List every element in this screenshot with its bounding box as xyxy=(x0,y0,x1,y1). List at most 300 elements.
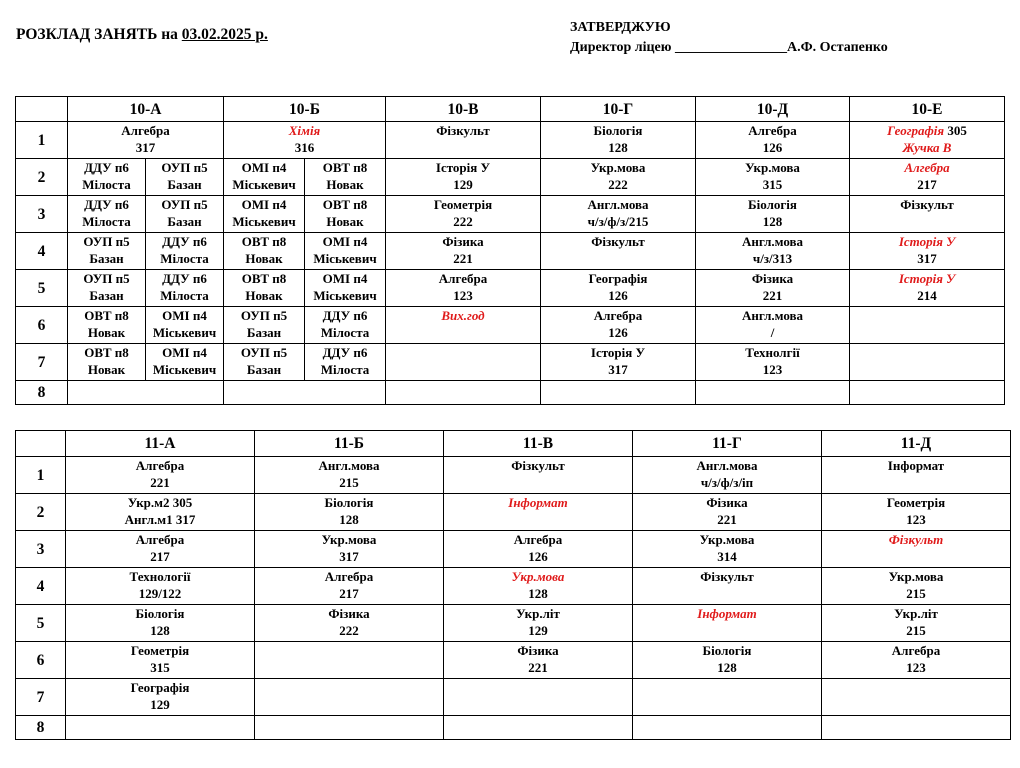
lesson-subject-text: Історія У xyxy=(590,345,646,360)
subgroup-cell xyxy=(224,233,305,269)
lesson-cell xyxy=(255,679,444,716)
lesson-detail: 215 xyxy=(906,623,926,638)
subgroup-cell xyxy=(146,196,223,232)
lesson-number: 5 xyxy=(16,605,66,642)
lesson-subject-text: ОУП п5 xyxy=(83,271,130,286)
lesson-subject xyxy=(822,605,1010,622)
lesson-number: 6 xyxy=(16,307,68,344)
lesson-cell xyxy=(696,307,850,344)
lesson-detail: 221 xyxy=(453,251,473,266)
lesson-subject-text: Географія xyxy=(588,271,648,286)
lesson-detail: 123 xyxy=(906,512,926,527)
lesson-cell xyxy=(444,531,633,568)
lesson-number: 5 xyxy=(16,270,68,307)
lesson-subject-text: Алгебра xyxy=(748,123,797,138)
lesson-row xyxy=(16,270,1005,307)
lesson-detail: Мілоста xyxy=(82,177,131,192)
lesson-detail: 123 xyxy=(906,660,926,675)
lesson-subject-text: Фізкульт xyxy=(511,458,565,473)
lesson-cell xyxy=(822,716,1011,740)
lesson-subject xyxy=(68,122,223,139)
lesson-subject xyxy=(66,679,254,696)
lesson-detail: ч/з/ф/з/215 xyxy=(587,214,649,229)
lesson-cell xyxy=(386,233,541,270)
lesson-cell xyxy=(696,233,850,270)
lesson-subject-text: Укр.мова xyxy=(321,532,377,547)
lesson-cell xyxy=(66,679,255,716)
lesson-detail: Мілоста xyxy=(160,288,209,303)
lesson-detail: Мілоста xyxy=(160,251,209,266)
subgroup-split xyxy=(224,159,385,195)
lesson-row xyxy=(16,233,1005,270)
lesson-subject xyxy=(822,568,1010,585)
lesson-subject xyxy=(224,233,304,250)
lesson-cell xyxy=(541,270,696,307)
lesson-subject xyxy=(305,233,385,250)
lesson-detail: Міськевич xyxy=(152,362,217,377)
lesson-subject-text: ОМІ п4 xyxy=(322,271,368,286)
lesson-subject-text: Інформат xyxy=(887,458,945,473)
lesson-subject xyxy=(66,568,254,585)
lesson-subject xyxy=(386,307,540,324)
lesson-subject-text: Історія У xyxy=(898,271,956,286)
lesson-subject xyxy=(633,531,821,548)
lesson-subject xyxy=(68,196,145,213)
subgroup-cell xyxy=(146,344,223,380)
lesson-cell xyxy=(68,196,224,233)
lesson-number: 6 xyxy=(16,642,66,679)
lesson-cell xyxy=(386,344,541,381)
lesson-subject-text: Географія xyxy=(130,680,190,695)
lesson-subject xyxy=(850,196,1004,213)
lesson-cell xyxy=(633,642,822,679)
lesson-cell xyxy=(541,159,696,196)
lesson-subject xyxy=(541,159,695,176)
lesson-subject xyxy=(850,122,1004,139)
lesson-detail: Базан xyxy=(89,288,124,303)
lesson-subject xyxy=(696,233,849,250)
lesson-subject xyxy=(255,605,443,622)
lesson-subject xyxy=(66,457,254,474)
lesson-subject xyxy=(224,196,304,213)
subgroup-split xyxy=(224,270,385,306)
lesson-subject-text: Геометрія xyxy=(886,495,946,510)
lesson-subject-text: Біологія xyxy=(748,197,797,212)
lesson-number: 2 xyxy=(16,159,68,196)
lesson-subject-text: ОМІ п4 xyxy=(162,308,207,323)
lesson-subject-text: Алгебра xyxy=(324,569,374,584)
schedule-title xyxy=(16,26,268,44)
lesson-detail: 317 xyxy=(608,362,628,377)
lesson-subject xyxy=(68,233,145,250)
lesson-subject-text: Фізика xyxy=(751,271,794,286)
lesson-subject-text: ОВТ п8 xyxy=(241,271,287,286)
subgroup-cell xyxy=(146,270,223,306)
schedule-table-grade-10 xyxy=(15,96,1005,405)
lesson-subject-text: Англ.мова xyxy=(318,458,380,473)
lesson-detail: Англ.м1 317 xyxy=(124,512,196,527)
lesson-subject xyxy=(66,494,254,511)
lesson-row xyxy=(16,344,1005,381)
lesson-cell xyxy=(68,122,224,159)
lesson-detail: 222 xyxy=(339,623,359,638)
lesson-subject-text: ОВТ п8 xyxy=(241,234,287,249)
lesson-cell xyxy=(224,233,386,270)
lesson-subject xyxy=(66,605,254,622)
lesson-detail: Мілоста xyxy=(320,362,370,377)
lesson-number: 7 xyxy=(16,344,68,381)
lesson-subject xyxy=(822,531,1010,548)
lesson-detail: 129 xyxy=(453,177,473,192)
lesson-subject xyxy=(224,270,304,287)
lesson-detail: 315 xyxy=(150,660,170,675)
lesson-subject xyxy=(633,494,821,511)
lesson-cell xyxy=(444,568,633,605)
lesson-subject-text: Англ.мова xyxy=(587,197,649,212)
lesson-subject-text: ОУП п5 xyxy=(240,345,288,360)
lesson-cell xyxy=(386,122,541,159)
lesson-detail: Базан xyxy=(246,362,282,377)
lesson-subject-text: ОУП п5 xyxy=(161,160,208,175)
lesson-subject-text: Технології xyxy=(129,569,191,584)
lesson-subject-text: Англ.мова xyxy=(696,458,758,473)
lesson-detail: Жучка В xyxy=(902,140,952,155)
lesson-subject xyxy=(633,568,821,585)
lesson-subject-text: ОУП п5 xyxy=(83,234,130,249)
lesson-subject xyxy=(146,307,223,324)
lesson-detail: 123 xyxy=(762,362,783,377)
lesson-cell xyxy=(633,457,822,494)
grade10-class-header: 10-Е xyxy=(850,97,1005,122)
lesson-cell xyxy=(68,159,224,196)
lesson-subject-text: ОМІ п4 xyxy=(162,345,207,360)
lesson-cell xyxy=(255,642,444,679)
title-prefix: РОЗКЛАД ЗАНЯТЬ на xyxy=(16,26,182,43)
lesson-subject xyxy=(696,344,849,361)
subgroup-cell xyxy=(68,196,146,232)
subgroup-cell xyxy=(68,307,146,343)
lesson-subject-text: Укр.мова xyxy=(888,569,944,584)
lesson-row xyxy=(16,531,1011,568)
grade11-class-header: 11-В xyxy=(444,431,633,457)
lesson-detail: Новак xyxy=(245,251,283,266)
lesson-detail: Базан xyxy=(167,177,202,192)
lesson-row xyxy=(16,159,1005,196)
lesson-cell xyxy=(822,642,1011,679)
lesson-subject xyxy=(444,642,632,659)
lesson-subject xyxy=(696,270,849,287)
lesson-cell xyxy=(633,531,822,568)
lesson-number: 8 xyxy=(16,381,68,405)
lesson-cell xyxy=(386,196,541,233)
lesson-subject-text: Укр.мова xyxy=(699,532,755,547)
lesson-cell xyxy=(68,344,224,381)
lesson-subject-text: Технолгії xyxy=(745,345,800,360)
lesson-detail: Базан xyxy=(167,214,202,229)
lesson-cell xyxy=(444,679,633,716)
lesson-cell xyxy=(850,159,1005,196)
lesson-subject-text: Фізика xyxy=(328,606,370,621)
lesson-subject xyxy=(541,344,695,361)
lesson-cell xyxy=(633,494,822,531)
lesson-detail: 126 xyxy=(762,140,783,155)
lesson-detail: 126 xyxy=(608,325,628,340)
lesson-subject-text: Алгебра xyxy=(135,532,185,547)
lesson-detail: 129/122 xyxy=(138,586,182,601)
lesson-detail: 222 xyxy=(453,214,473,229)
lesson-detail: Новак xyxy=(87,325,126,340)
lesson-subject xyxy=(305,270,385,287)
lesson-detail: 221 xyxy=(762,288,783,303)
lesson-detail: 215 xyxy=(906,586,926,601)
grade11-class-header: 11-Д xyxy=(822,431,1011,457)
subgroup-cell xyxy=(146,233,223,269)
header-row xyxy=(16,431,1011,457)
subgroup-split xyxy=(68,233,223,269)
lesson-detail: 217 xyxy=(917,177,937,192)
lesson-subject xyxy=(444,605,632,622)
lesson-cell xyxy=(68,381,224,405)
lesson-cell xyxy=(850,122,1005,159)
approval-signature-line: Директор ліцею ________________А.Ф. Остапенко xyxy=(570,40,888,55)
lesson-cell xyxy=(224,344,386,381)
lesson-detail: 221 xyxy=(150,475,170,490)
lesson-cell xyxy=(444,716,633,740)
grade10-class-header: 10-Г xyxy=(541,97,696,122)
lesson-subject xyxy=(850,270,1004,287)
lesson-cell xyxy=(224,159,386,196)
lesson-subject xyxy=(305,344,385,361)
lesson-row xyxy=(16,381,1005,405)
lesson-subject xyxy=(68,307,145,324)
lesson-subject-text: Фізкульт xyxy=(591,234,645,249)
lesson-subject-text: Фізика xyxy=(706,495,748,510)
lesson-subject xyxy=(224,307,304,324)
lesson-subject xyxy=(444,531,632,548)
lesson-cell xyxy=(541,344,696,381)
lesson-subject-text: Укр.літ xyxy=(894,606,938,621)
lesson-subject xyxy=(146,159,223,176)
lesson-subject xyxy=(444,494,632,511)
lesson-number: 1 xyxy=(16,122,68,159)
lesson-detail: Міськевич xyxy=(152,325,217,340)
subgroup-cell xyxy=(305,344,385,380)
lesson-detail: Міськевич xyxy=(232,177,296,192)
subgroup-split xyxy=(68,307,223,343)
lesson-subject-text: Укр.мова xyxy=(745,160,800,175)
lesson-detail: 314 xyxy=(717,549,737,564)
lesson-subject xyxy=(224,122,385,139)
approval-heading: ЗАТВЕРДЖУЮ xyxy=(570,20,671,35)
lesson-detail: 128 xyxy=(608,140,628,155)
lesson-detail: 217 xyxy=(339,586,359,601)
lesson-detail: 315 xyxy=(762,177,783,192)
lesson-cell xyxy=(850,307,1005,344)
lesson-cell xyxy=(822,679,1011,716)
lesson-row xyxy=(16,605,1011,642)
lesson-detail: 317 xyxy=(917,251,937,266)
lesson-row xyxy=(16,679,1011,716)
lesson-cell xyxy=(541,196,696,233)
lesson-detail: 126 xyxy=(608,288,628,303)
lesson-cell xyxy=(255,494,444,531)
schedule-table-grade-11 xyxy=(15,430,1011,740)
lesson-detail: 214 xyxy=(917,288,937,303)
lesson-subject-text: Історія У xyxy=(435,160,491,175)
lesson-subject-text: Укр.мова xyxy=(590,160,646,175)
lesson-cell xyxy=(255,457,444,494)
lesson-subject-text: ОВТ п8 xyxy=(322,160,368,175)
lesson-row xyxy=(16,568,1011,605)
lesson-subject xyxy=(305,307,385,324)
lesson-subject-text: Географія xyxy=(887,123,945,138)
lesson-subject xyxy=(66,531,254,548)
lesson-cell xyxy=(850,270,1005,307)
lesson-cell xyxy=(444,642,633,679)
lesson-number: 4 xyxy=(16,233,68,270)
lesson-subject-text: Алгебра xyxy=(904,160,950,175)
lesson-subject xyxy=(850,233,1004,250)
lesson-subject-text: Історія У xyxy=(898,234,956,249)
lesson-detail: Базан xyxy=(89,251,124,266)
lesson-number: 7 xyxy=(16,679,66,716)
lesson-subject xyxy=(633,457,821,474)
lesson-subject-text: Алгебра xyxy=(593,308,643,323)
lesson-subject-text: Укр.м2 305 xyxy=(127,495,193,510)
lesson-detail: 128 xyxy=(528,586,548,601)
lesson-row xyxy=(16,642,1011,679)
lesson-subject-text: Біологія xyxy=(593,123,643,138)
lesson-detail: Мілоста xyxy=(320,325,370,340)
lesson-subject xyxy=(146,196,223,213)
grade10-class-header: 10-В xyxy=(386,97,541,122)
lesson-detail: Мілоста xyxy=(82,214,131,229)
lesson-cell xyxy=(224,270,386,307)
title-date: 03.02.2025 р. xyxy=(181,26,268,43)
lesson-detail: Новак xyxy=(326,214,364,229)
lesson-cell xyxy=(66,605,255,642)
lesson-subject-text: ДДУ п6 xyxy=(162,234,207,249)
lesson-subject-text: ОВТ п8 xyxy=(322,197,368,212)
lesson-cell xyxy=(68,270,224,307)
lesson-cell xyxy=(68,307,224,344)
subgroup-cell xyxy=(68,233,146,269)
lesson-subject xyxy=(305,196,385,213)
lesson-subject xyxy=(444,568,632,585)
lesson-subject-text: ДДУ п6 xyxy=(322,308,368,323)
lesson-cell xyxy=(633,716,822,740)
subgroup-cell xyxy=(146,307,223,343)
lesson-detail: Новак xyxy=(87,362,126,377)
lesson-cell xyxy=(255,531,444,568)
lesson-cell xyxy=(66,642,255,679)
lesson-cell xyxy=(850,196,1005,233)
lesson-detail: ч/з/313 xyxy=(752,251,793,266)
lesson-detail: 128 xyxy=(717,660,737,675)
lesson-subject-text: ДДУ п6 xyxy=(322,345,368,360)
lesson-cell xyxy=(386,159,541,196)
subgroup-cell xyxy=(224,307,305,343)
lesson-subject xyxy=(541,233,695,250)
lesson-cell xyxy=(633,679,822,716)
lesson-cell xyxy=(696,122,850,159)
subgroup-cell xyxy=(305,270,385,306)
lesson-subject xyxy=(146,233,223,250)
lesson-subject-text: Геометрія xyxy=(130,643,190,658)
corner-cell xyxy=(16,431,66,457)
lesson-subject-text: Фізкульт xyxy=(700,569,754,584)
lesson-subject-text: Інформат xyxy=(508,495,568,510)
subgroup-cell xyxy=(305,159,385,195)
lesson-row xyxy=(16,716,1011,740)
lesson-detail: Міськевич xyxy=(313,288,377,303)
grade11-class-header: 11-А xyxy=(66,431,255,457)
lesson-subject-text: Біологія xyxy=(324,495,374,510)
lesson-subject xyxy=(696,159,849,176)
lesson-cell xyxy=(822,605,1011,642)
subgroup-cell xyxy=(224,159,305,195)
lesson-cell xyxy=(822,531,1011,568)
lesson-detail: Новак xyxy=(326,177,364,192)
lesson-subject xyxy=(822,457,1010,474)
subgroup-split xyxy=(68,159,223,195)
lesson-detail: 316 xyxy=(294,140,315,155)
lesson-subject xyxy=(541,307,695,324)
lesson-subject-text: Фізкульт xyxy=(888,532,944,547)
lesson-detail: 126 xyxy=(528,549,548,564)
lesson-subject xyxy=(386,270,540,287)
subgroup-split xyxy=(224,344,385,380)
lesson-subject xyxy=(224,159,304,176)
lesson-subject xyxy=(146,270,223,287)
lesson-cell xyxy=(541,233,696,270)
lesson-subject xyxy=(541,270,695,287)
lesson-subject xyxy=(66,642,254,659)
lesson-subject-text: Англ.мова xyxy=(741,234,804,249)
subgroup-split xyxy=(68,270,223,306)
lesson-cell xyxy=(696,344,850,381)
lesson-subject xyxy=(255,494,443,511)
lesson-detail: 222 xyxy=(608,177,628,192)
lesson-detail: 217 xyxy=(150,549,170,564)
lesson-subject xyxy=(850,159,1004,176)
lesson-cell xyxy=(224,381,386,405)
lesson-cell xyxy=(822,457,1011,494)
lesson-cell xyxy=(255,716,444,740)
subgroup-split xyxy=(224,307,385,343)
lesson-subject xyxy=(696,307,849,324)
lesson-detail: 317 xyxy=(135,140,156,155)
lesson-cell xyxy=(66,716,255,740)
lesson-subject-text: ОМІ п4 xyxy=(241,197,287,212)
subgroup-split xyxy=(224,233,385,269)
grade10-class-header: 10-А xyxy=(68,97,224,122)
lesson-cell xyxy=(444,494,633,531)
subgroup-cell xyxy=(146,159,223,195)
lesson-subject xyxy=(146,344,223,361)
lesson-cell xyxy=(386,307,541,344)
lesson-cell xyxy=(66,531,255,568)
lesson-cell xyxy=(822,568,1011,605)
lesson-subject-text: Укр.мова xyxy=(511,569,565,584)
lesson-number: 4 xyxy=(16,568,66,605)
lesson-subject-text: Фізкульт xyxy=(436,123,490,138)
subgroup-cell xyxy=(305,196,385,232)
lesson-cell xyxy=(541,307,696,344)
lesson-detail: Міськевич xyxy=(313,251,377,266)
lesson-subject-text: ОУП п5 xyxy=(161,197,208,212)
lesson-number: 3 xyxy=(16,196,68,233)
